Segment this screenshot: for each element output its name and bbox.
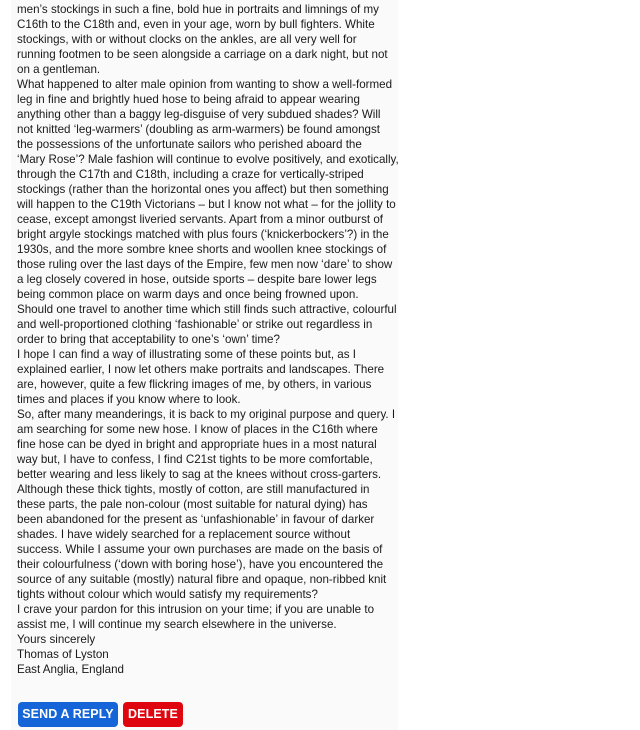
letter-line: times and places if you know where to look. [17, 393, 241, 406]
message-actions [18, 702, 183, 727]
letter-line: I hope I can find a way of illustrating some of these points but, as I [17, 348, 356, 361]
letter-line: cease, except amongst liveried servants. Apart from a minor outburst of [17, 213, 384, 226]
letter-line: those ruling over the last days of the Empire, few men now ‘dare’ to show [17, 258, 393, 271]
letter-line: So, after many meanderings, it is back to my original purpose and query. I [17, 408, 396, 421]
letter-line: am searching for some new hose. I know of places in the C16th where [17, 423, 378, 436]
letter-line: men’s stockings in such a fine, bold hue in portraits and limnings of my [17, 3, 379, 16]
letter-line: Should one travel to another time which still finds such attractive, colourful [17, 303, 397, 316]
letter-line: source of any suitable (mostly) natural fibre and opaque, non-ribbed knit [17, 573, 387, 586]
letter-line: running footmen to be seen alongside a carriage on a dark night, but not [17, 48, 388, 61]
letter-line: stockings, with or without clocks on the ankles, are all very well for [17, 33, 357, 46]
letter-line: explained earlier, I now let others make portraits and landscapes. There [17, 363, 385, 376]
letter-line: better wearing and less likely to sag at the knees without cross-garters. [17, 468, 382, 481]
letter-line: been abandoned for the present as ‘unfashionable’ in favour of darker [17, 513, 375, 526]
letter-line: these parts, the pale non-colour (most suitable for natural dying) has [17, 498, 368, 511]
letter-line: are, however, quite a few flickring images of me, by others, in various [17, 378, 372, 391]
letter-line: stockings (rather than the horizontal ones you affect) but then something [17, 183, 389, 196]
letter-line: on a gentleman. [17, 63, 101, 76]
letter-line: their colourfulness (‘down with boring hose’), have you encountered the [17, 558, 384, 571]
letter-line: success. While I assume your own purchases are made on the basis of [17, 543, 383, 556]
letter-line: not knitted ‘leg-warmers’ (doubling as arm-warmers) be found amongst [17, 123, 380, 136]
letter-line: anything other than a baggy leg-disguise of very subdued shades? Will [17, 108, 381, 121]
letter-line: assist me, I will continue my search elsewhere in the universe. [17, 618, 337, 631]
letter-line: What happened to alter male opinion from wanting to show a well-formed [17, 78, 393, 91]
letter-line: a leg closely covered in hose, outside sports – despite bare lower legs [17, 273, 377, 286]
letter-line: C16th to the C18th and, even in your age, worn by bull fighters. White [17, 18, 375, 31]
letter-line: ‘Mary Rose’? Male fashion will continue to evolve positively, and exotically, [17, 153, 399, 166]
letter-line: East Anglia, England [17, 663, 124, 676]
letter-line: way but, I have to confess, I find C21st tights to be more comfortable, [17, 453, 373, 466]
letter-line: and well-proportioned clothing ‘fashionable’ or strike out regardless in [17, 318, 373, 331]
letter-line: leg in fine and brightly hued hose to being afraid to appear wearing [17, 93, 360, 106]
letter-line: being common place on warm days and once being frowned upon. [17, 288, 359, 301]
letter-body [17, 2, 421, 677]
letter-line: order to bring that acceptability to one’s ‘own’ time? [17, 333, 280, 346]
letter-line: Thomas of Lyston [17, 648, 109, 661]
letter-line: tights without colour which would satisfy my requirements? [17, 588, 318, 601]
letter-line: through the C17th and C18th, including a craze for vertically-striped [17, 168, 364, 181]
letter-line: bright argyle stockings matched with plus fours (‘knickerbockers’?) in the [17, 228, 389, 241]
letter-line: shades. I have widely searched for a replacement source without [17, 528, 351, 541]
letter-line: 1930s, and the more sombre knee shorts and woollen knee stockings of [17, 243, 387, 256]
letter-line: Although these thick tights, mostly of cotton, are still manufactured in [17, 483, 370, 496]
delete-button[interactable]: DELETE [123, 702, 183, 727]
letter-line: I crave your pardon for this intrusion on your time; if you are unable to [17, 603, 375, 616]
letter-line: Yours sincerely [17, 633, 96, 646]
letter-line: fine hose can be dyed in bright and appropriate hues in a most natural [17, 438, 377, 451]
letter-line: the possessions of the unfortunate sailors who perished aboard the [17, 138, 362, 151]
letter-line: will happen to the C19th Victorians – but I know not what – for the jollity to [17, 198, 396, 211]
send-reply-button[interactable]: SEND A REPLY [18, 702, 118, 727]
